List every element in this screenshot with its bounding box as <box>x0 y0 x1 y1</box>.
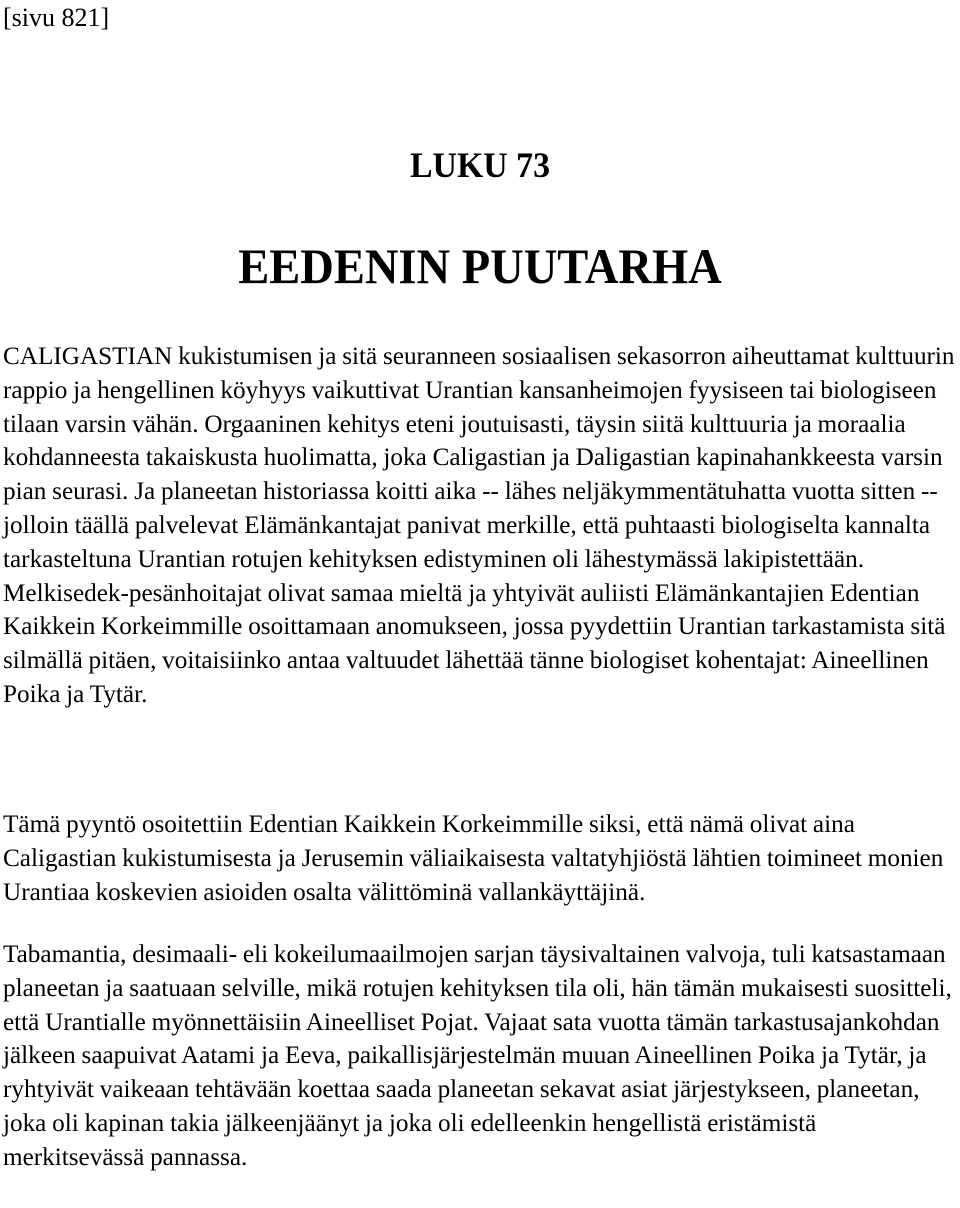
paragraph-1: CALIGASTIAN kukistumisen ja sitä seuranneen sosiaalisen sekasorron aiheuttamat kulttuurin rappio ja hengellinen köyhyys vaikuttivat Urantian kansanheimojen fyysiseen tai biologiseen tilaan varsin vähän. Orgaaninen kehitys eteni joutuisasti, täysin siitä kulttuuria ja moraalia kohdanneesta takaiskusta huolimatta, joka Caligastian ja Daligastian kapinahankkeesta varsin pian seurasi. Ja planeetan historiassa koitti aika -- lähes neljäkymmentätuhatta vuotta sitten -- jolloin täällä palvelevat Elämänkantajat panivat merkille, että puhtaasti biologiselta kannalta tarkasteltuna Urantian rotujen kehityksen edistyminen oli lähestymässä lakipistettään. Melkisedek-pesänhoitajat olivat samaa mieltä ja yhtyivät auliisti Elämänkantajien Edentian Kaikkein Korkeimmille osoittamaan anomukseen, jossa pyydettiin Urantian tarkastamista sitä silmällä pitäen, voitaisiinko antaa valtuudet lähettää tänne biologiset kohentajat: Aineellinen Poika ja Tytär. <box>3 343 955 708</box>
chapter-number: LUKU 73 <box>409 145 551 186</box>
page-marker: [sivu 821] <box>3 3 110 32</box>
paragraph-2: Tämä pyyntö osoitettiin Edentian Kaikkein Korkeimmille siksi, että nämä olivat aina Caligastian kukistumisesta ja Jerusemin väliaikaisesta valtatyhjiöstä lähtien toimineet monien Urantiaa koskevien asioiden osalta välittöminä vallankäyttäjinä. <box>3 811 944 906</box>
chapter-title: EEDENIN PUUTARHA <box>238 237 722 294</box>
paragraph-3: Tabamantia, desimaali- eli kokeilumaailmojen sarjan täysivaltainen valvoja, tuli katsastamaan planeetan ja saatuaan selville, mikä rotujen kehityksen tila oli, hän tämän mukaisesti suositteli, että Urantialle myönnettäisiin Aineelliset Pojat. Vajaat sata vuotta tämän tarkastusajankohdan jälkeen saapuivat Aatami ja Eeva, paikallisjärjestelmän muuan Aineellinen Poika ja Tytär, ja ryhtyivät vaikeaan tehtävään koettaa saada planeetan sekavat asiat järjestykseen, planeetan, joka oli kapinan takia jälkeenjäänyt ja joka oli edelleenkin hengellistä eristämistä merkitsevässä pannassa. <box>3 941 952 1171</box>
